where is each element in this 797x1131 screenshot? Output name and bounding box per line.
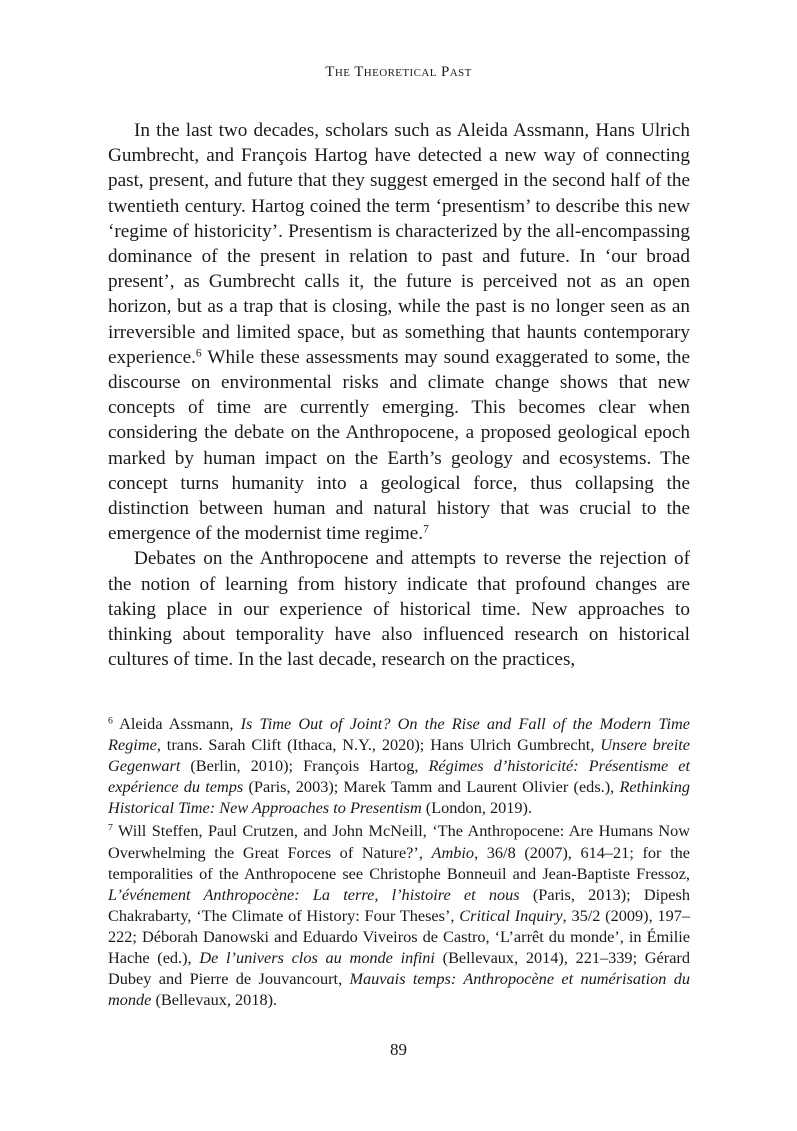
footnote-6-text: Aleida Assmann, bbox=[112, 714, 241, 733]
footnotes bbox=[108, 713, 690, 1010]
footnote-6 bbox=[108, 713, 690, 818]
footnote-7-text: , 35/2 (2009), 197–222; Déborah Danowski and Eduardo Viveiros de Castro, ‘L’arrêt du monde’, in Émilie Hache (ed.), bbox=[108, 905, 690, 968]
body-text bbox=[108, 118, 690, 672]
footnote-6-text: (Berlin, 2010); François Hartog, bbox=[180, 756, 429, 776]
footnote-6-title: Rethinking Historical Time: New Approaches to Presentism bbox=[108, 777, 690, 818]
footnote-ref-6[interactable]: 6 bbox=[195, 347, 202, 360]
footnote-6-number: 6 bbox=[108, 715, 113, 727]
footnote-7-text: (Bellevaux, 2014), 221–339; Gérard Dubey and Pierre de Jouvancourt, bbox=[108, 948, 690, 989]
paragraph-1 bbox=[108, 118, 690, 546]
footnote-6-title: Is Time Out of Joint? On the Rise and Fall of the Modern Time Regime bbox=[108, 714, 691, 755]
footnote-7-text: Will Steffen, Paul Crutzen, and John McNeill, ‘The Anthropocene: Are Humans Now Overwhelming the Great Forces of Nature?’, bbox=[108, 821, 690, 862]
footnote-6-text: (London, 2019). bbox=[421, 798, 533, 818]
footnote-7-title: Mauvais temps: Anthropocène et numérisation du monde bbox=[108, 969, 690, 1010]
footnote-7-title: L’événement Anthropocène: La terre, l’histoire et nous bbox=[108, 884, 520, 904]
footnote-ref-7[interactable]: 7 bbox=[423, 523, 429, 536]
footnote-7-text: (Paris, 2013); Dipesh Chakrabarty, ‘The Climate of History: Four Theses’, bbox=[108, 884, 691, 925]
footnote-6-text: (Paris, 2003); Marek Tamm and Laurent Olivier (eds.), bbox=[243, 777, 620, 797]
running-head: The Theoretical Past bbox=[325, 64, 472, 80]
footnote-6-title: Unsere breite Gegenwart bbox=[108, 735, 690, 776]
footnote-7-title: Critical Inquiry bbox=[459, 905, 563, 925]
paragraph-1-text-b: While these assessments may sound exaggerated to some, the discourse on environmental risks and climate change shows that new concepts of time are currently emerging. This becomes clear when considering the debate on the Anthropocene, a proposed geological epoch marked by human impact on the Earth’s geology and ecosystems. The concept turns humanity into a geological force, thus collapsing the distinction between human and natural history that was crucial to the emergence of the modernist time regime. bbox=[108, 346, 690, 545]
footnote-7-text: , 36/8 (2007), 614–21; for the temporalities of the Anthropocene see Christophe Bonneuil and Jean-Baptiste Fressoz, bbox=[108, 842, 690, 883]
footnote-7-title: De l’univers clos au monde infini bbox=[199, 948, 435, 968]
page-number: 89 bbox=[390, 1040, 407, 1059]
footnote-7-number: 7 bbox=[108, 823, 113, 835]
footnote-7 bbox=[108, 820, 690, 1010]
footnote-7-title: Ambio bbox=[431, 842, 475, 862]
paragraph-1-text-a: In the last two decades, scholars such as Aleida Assmann, Hans Ulrich Gumbrecht, and François Hartog have detected a new way of connecting past, present, and future that they suggest emerged in the second half of the twentieth century. Hartog coined the term ‘presentism’ to describe this new ‘regime of historicity’. Presentism is characterized by the all-encompassing dominance of the present in relation to past and future. In ‘our broad present’, as Gumbrecht calls it, the future is perceived not as an open horizon, but as a trap that is closing, while the past is no longer seen as an irreversible and limited space, but as something that haunts contemporary experience. bbox=[108, 120, 690, 368]
paragraph-2: Debates on the Anthropocene and attempts to reverse the rejection of the notion of learning from history indicate that profound changes are taking place in our experience of historical time. New approaches to thinking about temporality have also influenced research on historical cultures of time. In the last decade, research on the practices, bbox=[108, 548, 690, 671]
footnote-6-title: Régimes d’historicité: Présentisme et expérience du temps bbox=[108, 756, 690, 797]
footnote-6-text: , trans. Sarah Clift (Ithaca, N.Y., 2020); Hans Ulrich Gumbrecht, bbox=[156, 735, 601, 755]
footnote-7-text: (Bellevaux, 2018). bbox=[151, 990, 278, 1010]
